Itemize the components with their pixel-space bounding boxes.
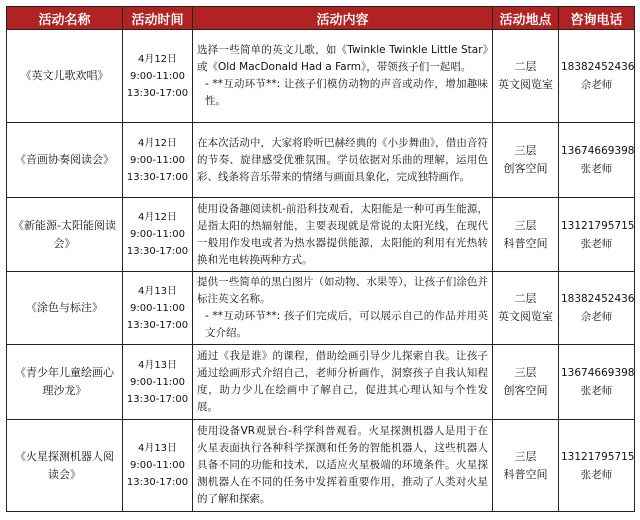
activity-time-am: 9:00-11:00: [130, 302, 185, 314]
contact-info: [559, 123, 635, 198]
contact-phone: 13121795715: [561, 219, 635, 232]
header-activity-location: 活动地点: [493, 7, 559, 30]
contact-person: 佘老师: [580, 311, 613, 323]
contact-phone: 13674669398: [561, 145, 635, 157]
location-floor: 三层: [514, 449, 537, 463]
activity-content: [193, 272, 493, 345]
activity-time-pm: 13:30-17:00: [126, 393, 189, 405]
location-floor: 二层: [514, 292, 537, 305]
contact-phone: 13121795715: [561, 450, 635, 463]
location-room: 创客空间: [503, 162, 548, 175]
activity-content: [193, 123, 493, 198]
location-room: 英文阅览室: [498, 78, 553, 91]
contact-person: 佘老师: [580, 79, 613, 91]
table-row: [7, 345, 635, 420]
activity-name: 《英文儿歌欢唱》: [7, 30, 123, 123]
contact-person: 张老师: [580, 385, 613, 397]
activity-date: 4月12日: [137, 212, 178, 223]
activity-time: [123, 345, 193, 420]
activity-description: 通过《我是谁》的课程，借助绘画引导少儿探索自我。让孩子通过绘画形式介绍自己，老师分析画作，洞察孩子自我认知程度，助力少儿在绘画中了解自己，促进其心理认知与个性发展。: [197, 350, 488, 413]
table-row: [7, 30, 635, 123]
activity-time-am: 9:00-11:00: [130, 229, 185, 240]
table-row: [7, 420, 635, 512]
activity-schedule: [6, 6, 634, 512]
activity-time-pm: 13:30-17:00: [126, 171, 189, 183]
activity-date: 4月13日: [137, 359, 178, 371]
activity-time-am: 9:00-11:00: [130, 70, 185, 82]
activity-time-am: 9:00-11:00: [130, 154, 185, 166]
activity-location: [493, 272, 559, 345]
location-room: 英文阅览室: [498, 310, 553, 323]
activity-location: [493, 198, 559, 272]
table-row: [7, 198, 635, 272]
location-floor: 三层: [514, 366, 537, 379]
activity-time-pm: 13:30-17:00: [126, 246, 189, 257]
activity-table: [6, 6, 635, 512]
location-floor: 二层: [514, 60, 537, 73]
activity-date: 4月13日: [137, 443, 178, 454]
activity-description: 提供一些简单的黑白图片（如动物、水果等），让孩子们涂色并标注英文名称。: [197, 276, 488, 305]
table-header-row: [7, 7, 635, 30]
activity-location: [493, 123, 559, 198]
contact-info: [559, 272, 635, 345]
contact-info: [559, 345, 635, 420]
contact-phone: 13674669398: [561, 367, 635, 379]
header-activity-name: 活动名称: [7, 7, 123, 30]
activity-time: [123, 123, 193, 198]
contact-person: 张老师: [580, 237, 613, 250]
activity-location: [493, 30, 559, 123]
activity-description: 使用设备VR观景台-科学科普观看。火星探测机器人是用于在火星表面执行各种科学探测和任务的智能机器人，这些机器人具备不同的功能和技术，以适应火星极端的环境条件。火星探测机器人在不同的任务中发挥着重要作用，推动了人类对火星的了解和探索。: [197, 425, 488, 505]
activity-name: 《音画协奏阅读会》: [7, 123, 123, 198]
contact-person: 张老师: [580, 163, 613, 175]
activity-location: [493, 345, 559, 420]
location-room: 创客空间: [503, 384, 548, 397]
contact-person: 张老师: [580, 468, 613, 481]
activity-content: [193, 30, 493, 123]
activity-date: 4月12日: [137, 53, 178, 65]
table-row: [7, 272, 635, 345]
activity-description: 在本次活动中，大家将聆听巴赫经典的《小步舞曲》，借由音符的节奏、旋律感受优雅氛围。学员依据对乐曲的理解，运用色彩、线条将音乐带来的情绪与画面具象化，完成独特画作。: [197, 136, 488, 183]
activity-description: 使用设备趣阅读机-前沿科技观看，太阳能是一种可再生能源，是指太阳的热辐射能，主要表现就是常说的太阳光线，在现代一般用作发电或者为热水器提供能源，太阳能的利用有光热转换和光电转换两种方式。: [197, 202, 488, 266]
activity-date: 4月12日: [137, 137, 178, 149]
header-contact-phone: 咨询电话: [559, 7, 635, 30]
activity-content: [193, 198, 493, 272]
activity-time: [123, 198, 193, 272]
activity-content: [193, 345, 493, 420]
activity-time-pm: 13:30-17:00: [126, 319, 189, 331]
location-room: 科普空间: [503, 236, 548, 250]
header-activity-time: 活动时间: [123, 7, 193, 30]
activity-name: 《火星探测机器人阅读会》: [7, 420, 123, 512]
location-floor: 三层: [514, 218, 537, 232]
activity-time-am: 9:00-11:00: [130, 460, 185, 471]
table-row: [7, 123, 635, 198]
activity-time: [123, 420, 193, 512]
activity-name: 《新能源-太阳能阅读会》: [7, 198, 123, 272]
activity-note: - **互动环节**: 让孩子们模仿动物的声音或动作，增加趣味性。: [205, 78, 488, 107]
contact-phone: 18382452436: [561, 61, 635, 73]
contact-info: [559, 198, 635, 272]
activity-time: [123, 30, 193, 123]
activity-description: 选择一些简单的英文儿歌，如《Twinkle Twinkle Little Star》或《Old MacDonald Had a Farm》，带领孩子们一起唱。: [197, 44, 488, 73]
location-floor: 三层: [514, 144, 537, 157]
contact-info: [559, 30, 635, 123]
activity-location: [493, 420, 559, 512]
activity-time: [123, 272, 193, 345]
activity-name: 《青少年儿童绘画心理沙龙》: [7, 345, 123, 420]
activity-time-am: 9:00-11:00: [130, 376, 185, 388]
activity-content: [193, 420, 493, 512]
activity-date: 4月13日: [137, 285, 178, 297]
contact-info: [559, 420, 635, 512]
activity-name: 《涂色与标注》: [7, 272, 123, 345]
header-activity-content: 活动内容: [193, 7, 493, 30]
activity-time-pm: 13:30-17:00: [126, 477, 189, 488]
activity-note: - **互动环节**: 孩子们完成后，可以展示自己的作品并用英文介绍。: [205, 310, 488, 339]
location-room: 科普空间: [503, 467, 548, 481]
contact-phone: 18382452436: [561, 293, 635, 305]
activity-time-pm: 13:30-17:00: [126, 87, 189, 99]
